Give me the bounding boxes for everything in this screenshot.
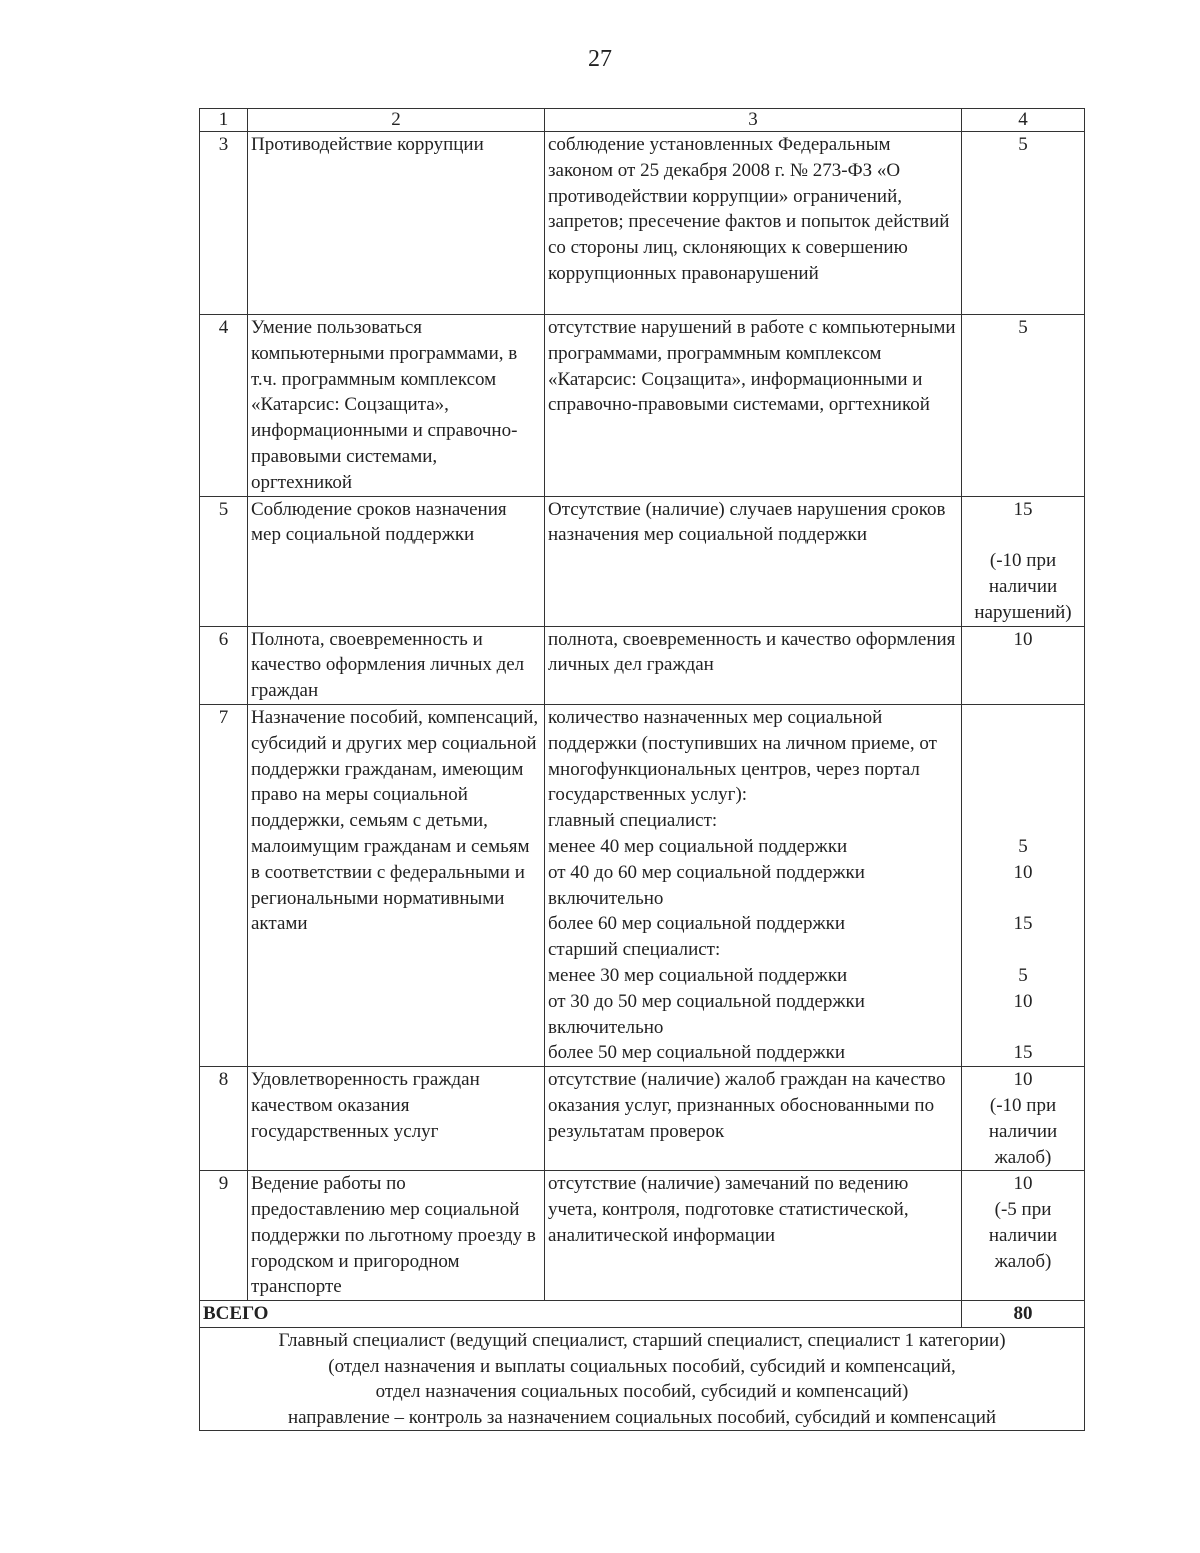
senior-threshold-3: более 50 мер социальной поддержки: [548, 1042, 845, 1064]
senior-specialist-label: старший специалист:: [548, 939, 721, 961]
indicator-name: Соблюдение сроков назначения мер социальной поддержки: [248, 496, 545, 626]
indicator-criterion: полнота, своевременность и качество оформления личных дел граждан: [545, 626, 962, 704]
indicator-points-cell: [962, 704, 1085, 1066]
total-row: [200, 1301, 1085, 1328]
indicator-points-cell: [962, 1171, 1085, 1301]
position-direction: направление – контроль за назначением социальных пособий, субсидий и компенсаций: [287, 1406, 997, 1428]
position-caption: [200, 1328, 1085, 1431]
indicator-penalty-note: (-10 при наличии нарушений): [974, 550, 1072, 623]
chief-threshold-2: от 40 до 60 мер социальной поддержки включительно: [548, 861, 865, 909]
table-row: [200, 1067, 1085, 1171]
indicator-name: Умение пользоваться компьютерными программами, в т.ч. программным комплексом «Катарсис: Соцзащита», информационными и справочно-правовыми системами, оргтехникой: [248, 315, 545, 497]
indicator-criterion: отсутствие нарушений в работе с компьютерными программами, программным комплексом «Катарсис: Соцзащита», информационными и справочно-правовыми системами, оргтехникой: [545, 315, 962, 497]
position-departments: (отдел назначения и выплаты социальных пособий, субсидий и компенсаций,: [328, 1355, 956, 1377]
row-number: 7: [200, 704, 248, 1066]
chief-threshold-3: более 60 мер социальной поддержки: [548, 913, 845, 935]
position-title: Главный специалист (ведущий специалист, старший специалист, специалист 1 категории): [278, 1330, 1006, 1352]
evaluation-criteria-table: [199, 108, 1085, 1431]
senior-threshold-1: менее 30 мер социальной поддержки: [548, 964, 848, 986]
indicator-name: Полнота, своевременность и качество оформления личных дел граждан: [248, 626, 545, 704]
row-number: 8: [200, 1067, 248, 1171]
column-header-4: 4: [962, 109, 1085, 132]
table-row: [200, 1171, 1085, 1301]
chief-threshold-1: менее 40 мер социальной поддержки: [548, 835, 848, 857]
position-department-alt: отдел назначения социальных пособий, субсидий и компенсаций): [375, 1381, 909, 1403]
indicator-points: 15: [1013, 498, 1033, 520]
senior-threshold-1-points: 5: [1018, 964, 1028, 986]
row-number: 6: [200, 626, 248, 704]
chief-specialist-label: главный специалист:: [548, 810, 718, 832]
position-caption-row: [200, 1328, 1085, 1431]
indicator-name: Удовлетворенность граждан качеством оказания государственных услуг: [248, 1067, 545, 1171]
table-row: [200, 132, 1085, 315]
indicator-penalty-note: (-5 при наличии жалоб): [988, 1199, 1058, 1272]
table-row: [200, 704, 1085, 1066]
chief-threshold-2-points: 10: [1013, 861, 1033, 883]
column-header-2: 2: [248, 109, 545, 132]
indicator-penalty-note: (-10 при наличии жалоб): [988, 1094, 1058, 1168]
indicator-points-cell: [962, 1067, 1085, 1171]
chief-threshold-1-points: 5: [1018, 835, 1028, 857]
indicator-criterion: Отсутствие (наличие) случаев нарушения сроков назначения мер социальной поддержки: [545, 496, 962, 626]
indicator-points-cell: [962, 496, 1085, 626]
senior-threshold-2-points: 10: [1013, 990, 1033, 1012]
indicator-name: Противодействие коррупции: [248, 132, 545, 315]
column-header-3: 3: [545, 109, 962, 132]
indicator-criterion: отсутствие (наличие) жалоб граждан на качество оказания услуг, признанных обоснованными по результатам проверок: [545, 1067, 962, 1171]
indicator-name: Ведение работы по предоставлению мер социальной поддержки по льготному проезду в городском и пригородном транспорте: [248, 1171, 545, 1301]
row-number: 4: [200, 315, 248, 497]
row-number: 5: [200, 496, 248, 626]
table-header-row: [200, 109, 1085, 132]
indicator-points: 10: [1013, 1069, 1033, 1091]
chief-threshold-3-points: 15: [1013, 913, 1033, 935]
indicator-criterion-cell: [545, 704, 962, 1066]
senior-threshold-2: от 30 до 50 мер социальной поддержки включительно: [548, 990, 865, 1038]
indicator-points: 5: [962, 315, 1085, 497]
senior-threshold-3-points: 15: [1013, 1042, 1033, 1064]
total-label: ВСЕГО: [200, 1301, 962, 1328]
row-number: 3: [200, 132, 248, 315]
indicator-criterion: отсутствие (наличие) замечаний по ведению учета, контроля, подготовке статистической, аналитической информации: [545, 1171, 962, 1301]
table-row: [200, 626, 1085, 704]
indicator-points: 5: [962, 132, 1085, 315]
indicator-points: 10: [1013, 1173, 1033, 1195]
indicator-name: Назначение пособий, компенсаций, субсидий и других мер социальной поддержки гражданам, имеющим право на меры социальной поддержки, семьям с детьми, малоимущим гражданам и семьям в соответствии с федеральными и региональными нормативными актами: [248, 704, 545, 1066]
indicator-criterion: соблюдение установленных Федеральным законом от 25 декабря 2008 г. № 273-ФЗ «О противодействии коррупции» ограничений, запретов; пресечение фактов и попыток действий со стороны лиц, склоняющих к совершению коррупционных правонарушений: [545, 132, 962, 315]
criterion-intro: количество назначенных мер социальной поддержки (поступивших на личном приеме, от многофункциональных центров, через портал государственных услуг):: [548, 706, 937, 806]
table-row: [200, 496, 1085, 626]
page-number: 27: [588, 46, 612, 72]
column-header-1: 1: [200, 109, 248, 132]
table-row: [200, 315, 1085, 497]
indicator-points: 10: [962, 626, 1085, 704]
total-value: 80: [962, 1301, 1085, 1328]
row-number: 9: [200, 1171, 248, 1301]
